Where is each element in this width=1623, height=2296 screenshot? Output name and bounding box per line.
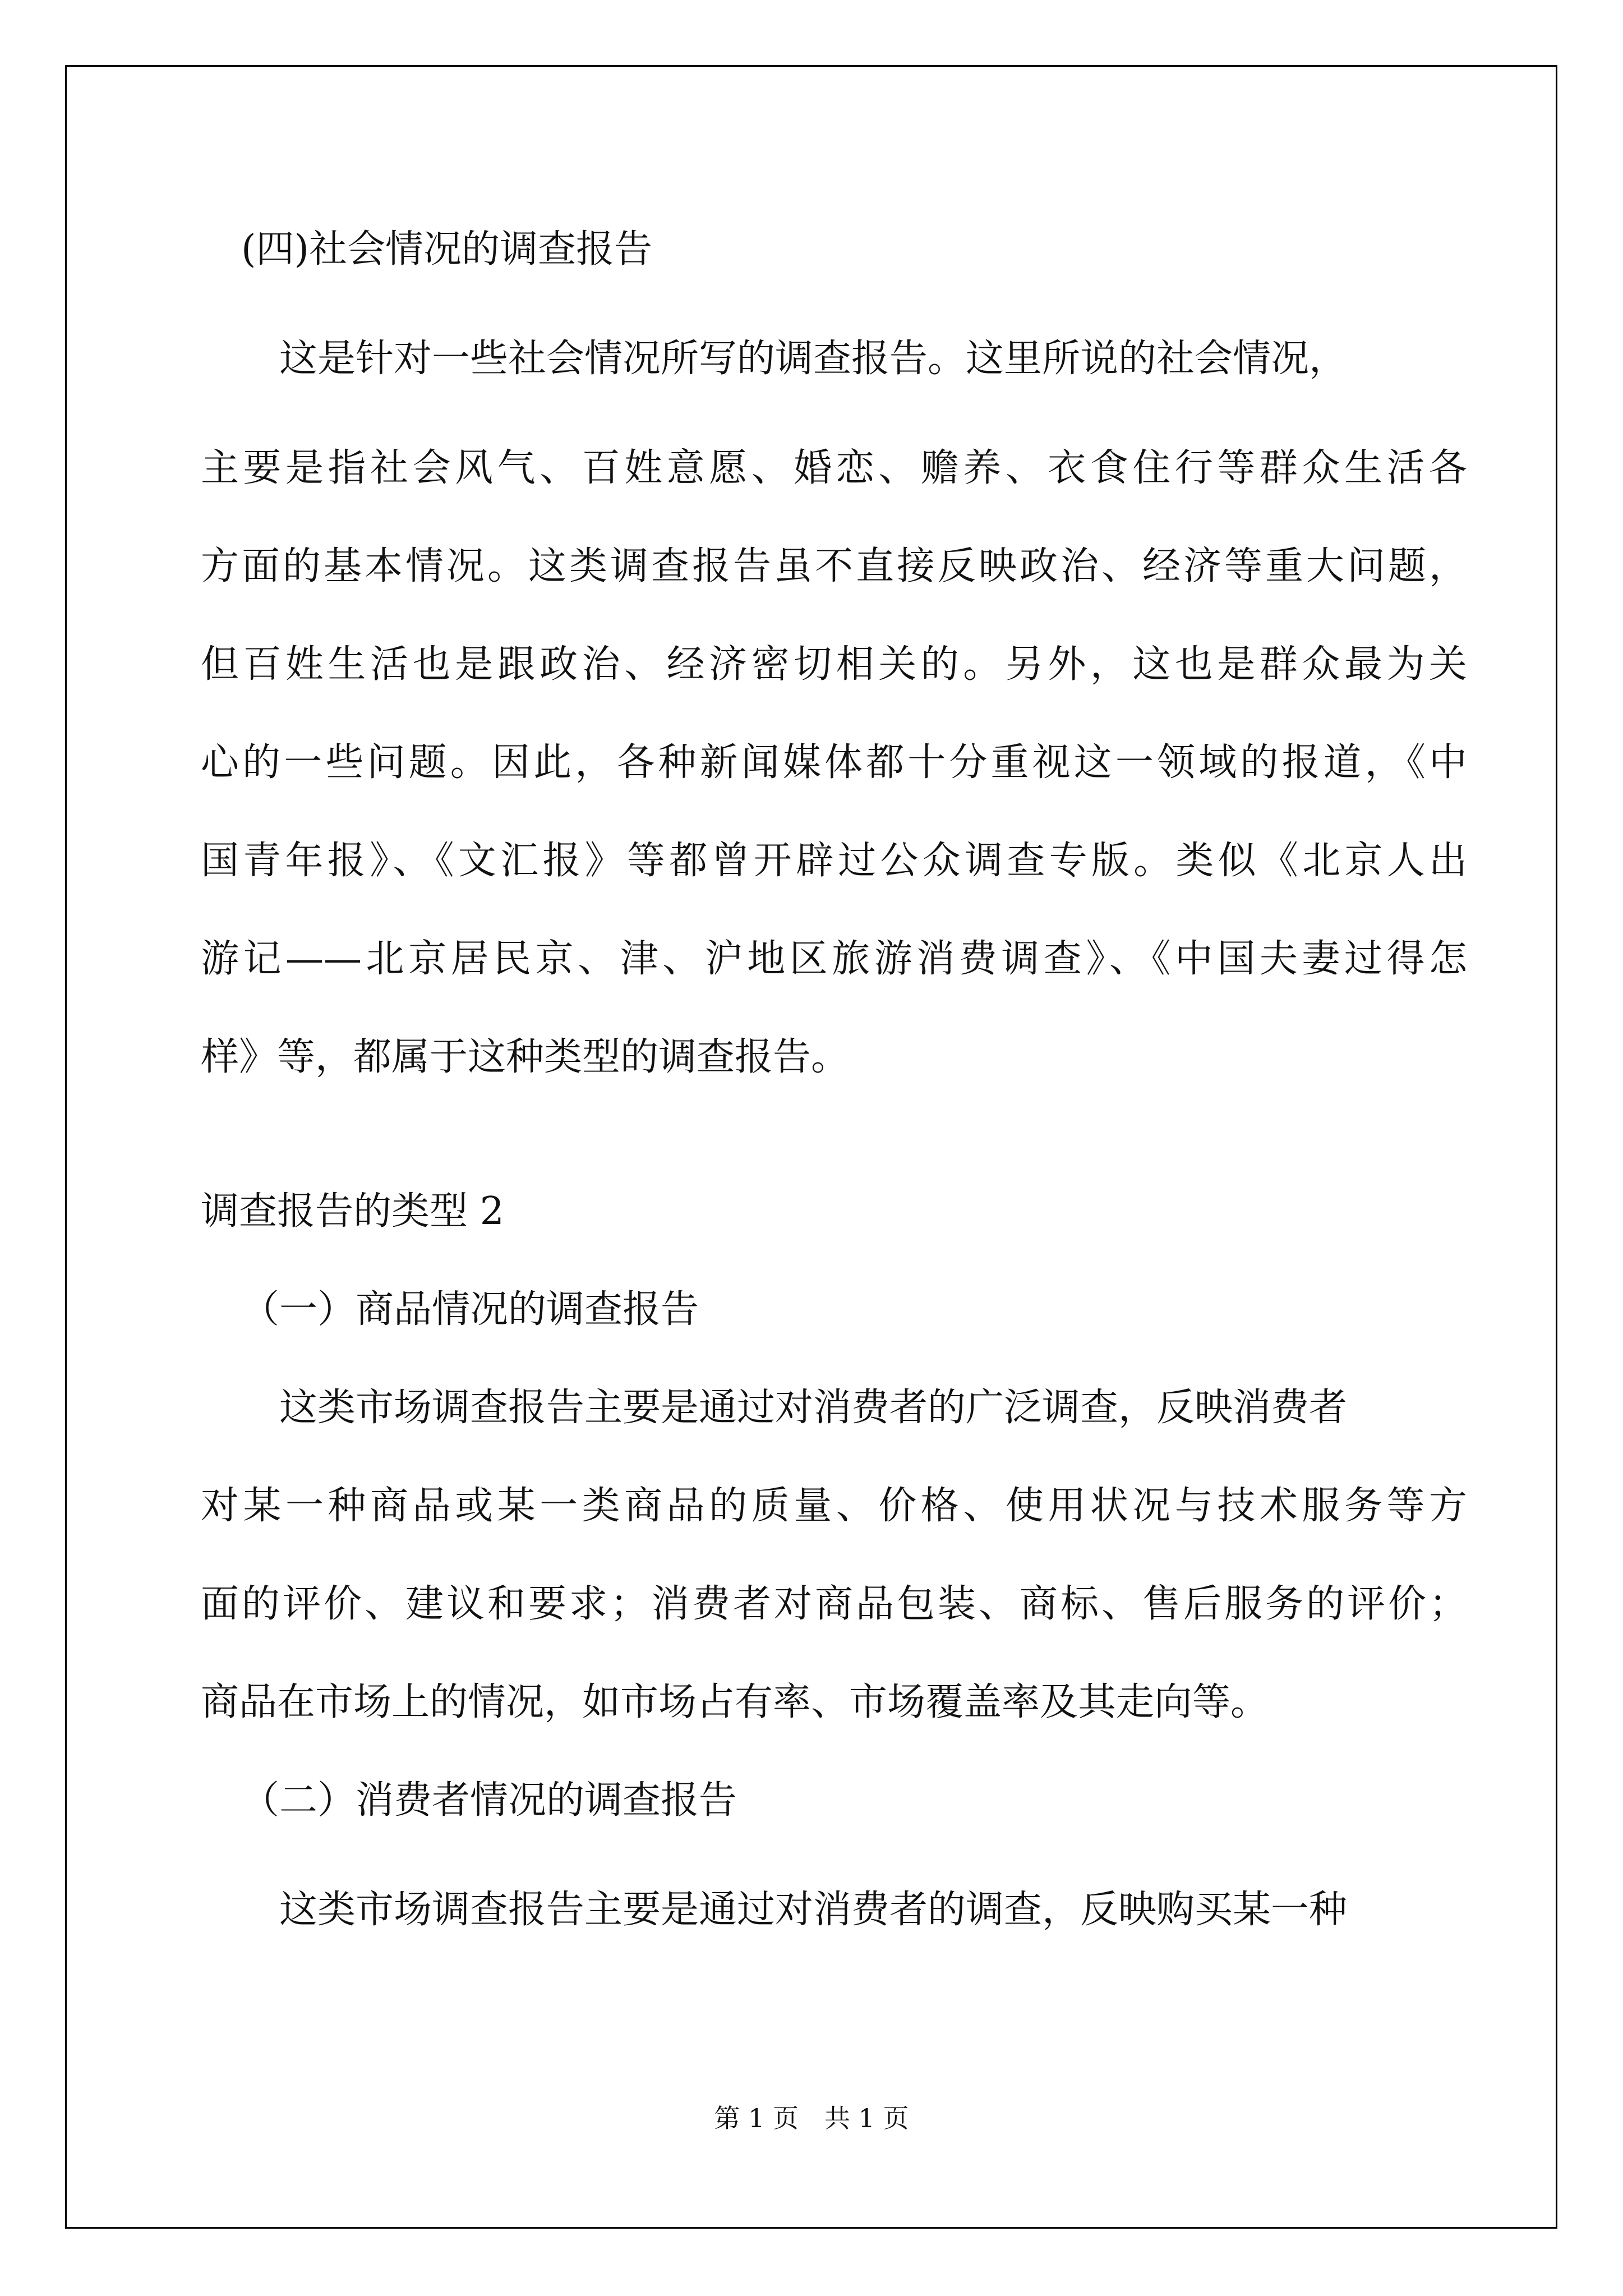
paragraph-line: 这是针对一些社会情况所写的调查报告。这里所说的社会情况，	[279, 337, 1348, 381]
section-heading-4: (四)社会情况的调查报告	[241, 227, 653, 272]
paragraph-line: 这类市场调查报告主要是通过对消费者的调查，反映购买某一种	[279, 1888, 1348, 1932]
paragraph-line: 国青年报》、《文汇报》等都曾开辟过公众调查专版。类似《北京人出	[201, 839, 1467, 883]
section-heading-2: （二）消费者情况的调查报告	[241, 1778, 737, 1823]
paragraph-line: 心的一些问题。因此，各种新闻媒体都十分重视这一领域的报道，《中	[201, 740, 1467, 785]
paragraph-line: 主要是指社会风气、百姓意愿、婚恋、赡养、衣食住行等群众生活各	[201, 446, 1467, 490]
paragraph-line: 样》等，都属于这种类型的调查报告。	[201, 1035, 850, 1079]
document-title: 调查报告的类型 2	[201, 1189, 504, 1234]
page-footer: 第 1 页 共 1 页	[714, 2103, 909, 2133]
paragraph-line: 方面的基本情况。这类调查报告虽不直接反映政治、经济等重大问题，	[201, 544, 1467, 588]
paragraph-line: 游记——北京居民京、津、沪地区旅游消费调查》、《中国夫妻过得怎	[201, 937, 1467, 981]
paragraph-line: 面的评价、建议和要求；消费者对商品包装、商标、售后服务的评价；	[201, 1582, 1467, 1626]
paragraph-line: 对某一种商品或某一类商品的质量、价格、使用状况与技术服务等方	[201, 1484, 1467, 1528]
paragraph-line: 这类市场调查报告主要是通过对消费者的广泛调查，反映消费者	[279, 1386, 1348, 1430]
section-heading-1: （一）商品情况的调查报告	[241, 1287, 699, 1332]
paragraph-line: 商品在市场上的情况，如市场占有率、市场覆盖率及其走向等。	[201, 1680, 1269, 1724]
paragraph-line: 但百姓生活也是跟政治、经济密切相关的。另外，这也是群众最为关	[201, 642, 1467, 687]
